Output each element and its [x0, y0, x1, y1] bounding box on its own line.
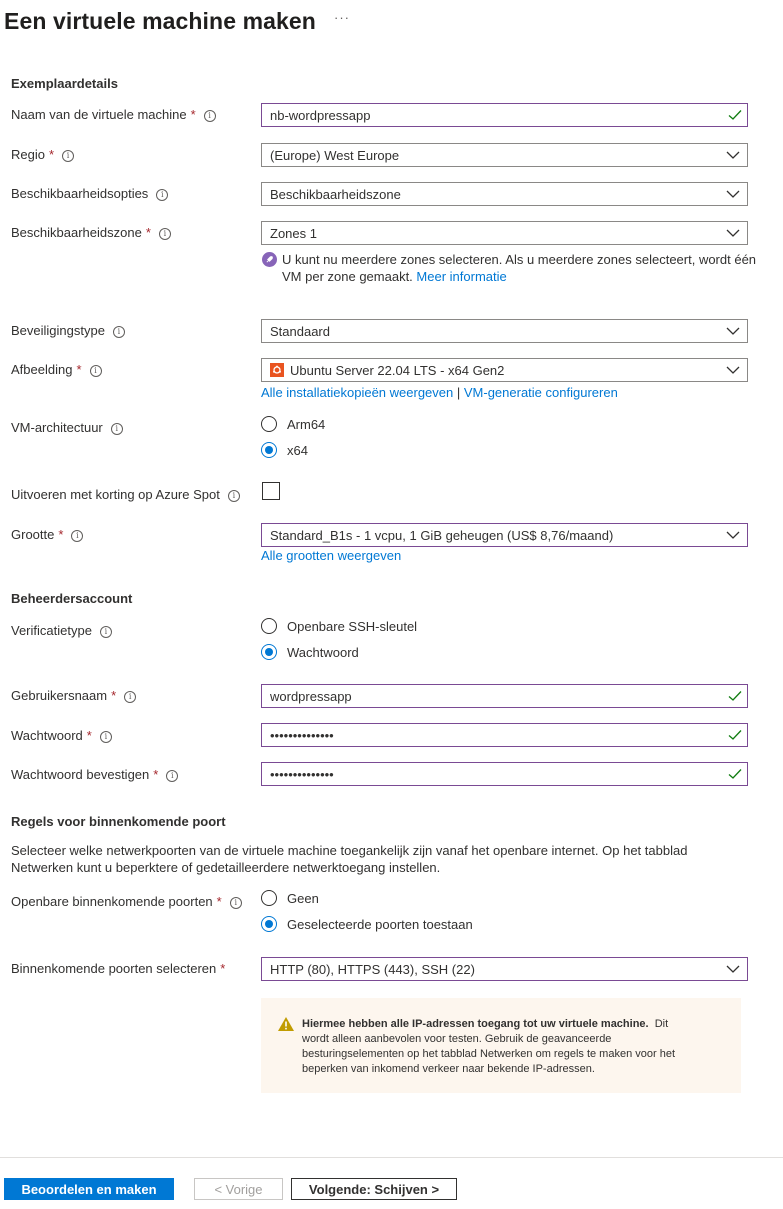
warning-icon: [277, 1016, 295, 1035]
spot-checkbox[interactable]: [262, 482, 280, 500]
info-icon[interactable]: i: [111, 423, 123, 435]
auth-type-label: Verificatietype i: [11, 623, 112, 638]
availability-options-label: Beschikbaarheidsopties i: [11, 186, 168, 201]
confirm-password-input[interactable]: ••••••••••••••: [261, 762, 748, 786]
next-button[interactable]: Volgende: Schijven >: [291, 1178, 457, 1200]
all-images-link[interactable]: Alle installatiekopieën weergeven: [261, 385, 454, 400]
architecture-label: VM-architectuur i: [11, 420, 123, 435]
availability-zone-label: Beschikbaarheidszone * i: [11, 225, 171, 240]
configure-vm-generation-link[interactable]: VM-generatie configureren: [463, 385, 618, 400]
more-options-icon[interactable]: ···: [334, 10, 350, 25]
info-icon[interactable]: i: [113, 326, 125, 338]
architecture-option-arm64[interactable]: Arm64: [261, 416, 325, 432]
review-create-button[interactable]: Beoordelen en maken: [4, 1178, 174, 1200]
chevron-down-icon: [719, 144, 747, 166]
all-sizes-link[interactable]: Alle grootten weergeven: [261, 548, 402, 563]
info-icon[interactable]: i: [62, 150, 74, 162]
select-ports-label: Binnenkomende poorten selecteren *: [11, 961, 226, 976]
info-icon[interactable]: i: [124, 691, 136, 703]
auth-option-ssh[interactable]: Openbare SSH-sleutel: [261, 618, 417, 634]
region-label: Regio * i: [11, 147, 74, 162]
info-icon[interactable]: i: [156, 189, 168, 201]
confirm-password-label: Wachtwoord bevestigen * i: [11, 767, 178, 782]
password-label: Wachtwoord * i: [11, 728, 112, 743]
auth-option-password[interactable]: Wachtwoord: [261, 644, 359, 660]
ubuntu-icon: [270, 363, 284, 377]
chevron-down-icon: [719, 320, 747, 342]
rocket-icon: [262, 252, 277, 267]
info-icon[interactable]: i: [228, 490, 240, 502]
info-icon[interactable]: i: [90, 365, 102, 377]
password-input[interactable]: ••••••••••••••: [261, 723, 748, 747]
section-admin-account: Beheerdersaccount: [11, 591, 133, 606]
spot-label: Uitvoeren met korting op Azure Spot i: [11, 487, 240, 502]
security-type-select[interactable]: Standaard: [261, 319, 748, 343]
vm-name-input[interactable]: nb-wordpressapp: [261, 103, 748, 127]
radio-ssh-key[interactable]: [261, 618, 277, 634]
chevron-down-icon: [719, 183, 747, 205]
radio-none[interactable]: [261, 890, 277, 906]
more-info-link[interactable]: Meer informatie: [416, 269, 507, 284]
chevron-down-icon: [719, 359, 747, 381]
select-ports-select[interactable]: HTTP (80), HTTPS (443), SSH (22): [261, 957, 748, 981]
username-input[interactable]: wordpressapp: [261, 684, 748, 708]
radio-password[interactable]: [261, 644, 277, 660]
size-select[interactable]: Standard_B1s - 1 vcpu, 1 GiB geheugen (US$ 8,76/maand): [261, 523, 748, 547]
check-icon: [723, 104, 747, 126]
previous-button[interactable]: < Vorige: [194, 1178, 283, 1200]
page-title: Een virtuele machine maken: [4, 8, 316, 34]
vm-name-label: Naam van de virtuele machine * i: [11, 107, 216, 122]
public-ports-option-none[interactable]: Geen: [261, 890, 319, 906]
security-type-label: Beveiligingstype i: [11, 323, 125, 338]
info-icon[interactable]: i: [159, 228, 171, 240]
radio-x64[interactable]: [261, 442, 277, 458]
footer-divider: [0, 1157, 783, 1158]
availability-options-select[interactable]: Beschikbaarheidszone: [261, 182, 748, 206]
info-icon[interactable]: i: [71, 530, 83, 542]
chevron-down-icon: [719, 222, 747, 244]
public-ports-label: Openbare binnenkomende poorten * i: [11, 894, 242, 909]
warning-message: Hiermee hebben alle IP-adressen toegang tot uw virtuele machine. Dit wordt alleen aanbevolen voor testen. Gebruik de geavanceerde besturingselementen op het tabblad Netwerken om regels te maken voor het beperken van inkomend verkeer naar bekende IP-adressen.: [261, 998, 741, 1093]
info-icon[interactable]: i: [100, 731, 112, 743]
radio-allow-selected[interactable]: [261, 916, 277, 932]
chevron-down-icon: [719, 958, 747, 980]
info-icon[interactable]: i: [166, 770, 178, 782]
architecture-option-x64[interactable]: x64: [261, 442, 308, 458]
check-icon: [723, 763, 747, 785]
inbound-description: Selecteer welke netwerkpoorten van de virtuele machine toegankelijk zijn vanaf het openbare internet. Op het tabblad Netwerken kunt u beperktere of gedetailleerdere netwerktoegang instellen.: [11, 843, 688, 875]
section-instance-details: Exemplaardetails: [11, 76, 118, 91]
radio-arm64[interactable]: [261, 416, 277, 432]
image-label: Afbeelding * i: [11, 362, 102, 377]
availability-zone-note: U kunt nu meerdere zones selecteren. Als u meerdere zones selecteert, wordt één VM per zone gemaakt. Meer informatie: [262, 251, 756, 285]
info-icon[interactable]: i: [230, 897, 242, 909]
info-icon[interactable]: i: [204, 110, 216, 122]
info-icon[interactable]: i: [100, 626, 112, 638]
availability-zone-select[interactable]: Zones 1: [261, 221, 748, 245]
image-select[interactable]: Ubuntu Server 22.04 LTS - x64 Gen2: [261, 358, 748, 382]
section-inbound-rules: Regels voor binnenkomende poort: [11, 814, 226, 829]
check-icon: [723, 724, 747, 746]
size-label: Grootte * i: [11, 527, 83, 542]
chevron-down-icon: [719, 524, 747, 546]
public-ports-option-allow[interactable]: Geselecteerde poorten toestaan: [261, 916, 473, 932]
region-select[interactable]: (Europe) West Europe: [261, 143, 748, 167]
username-label: Gebruikersnaam * i: [11, 688, 136, 703]
check-icon: [723, 685, 747, 707]
